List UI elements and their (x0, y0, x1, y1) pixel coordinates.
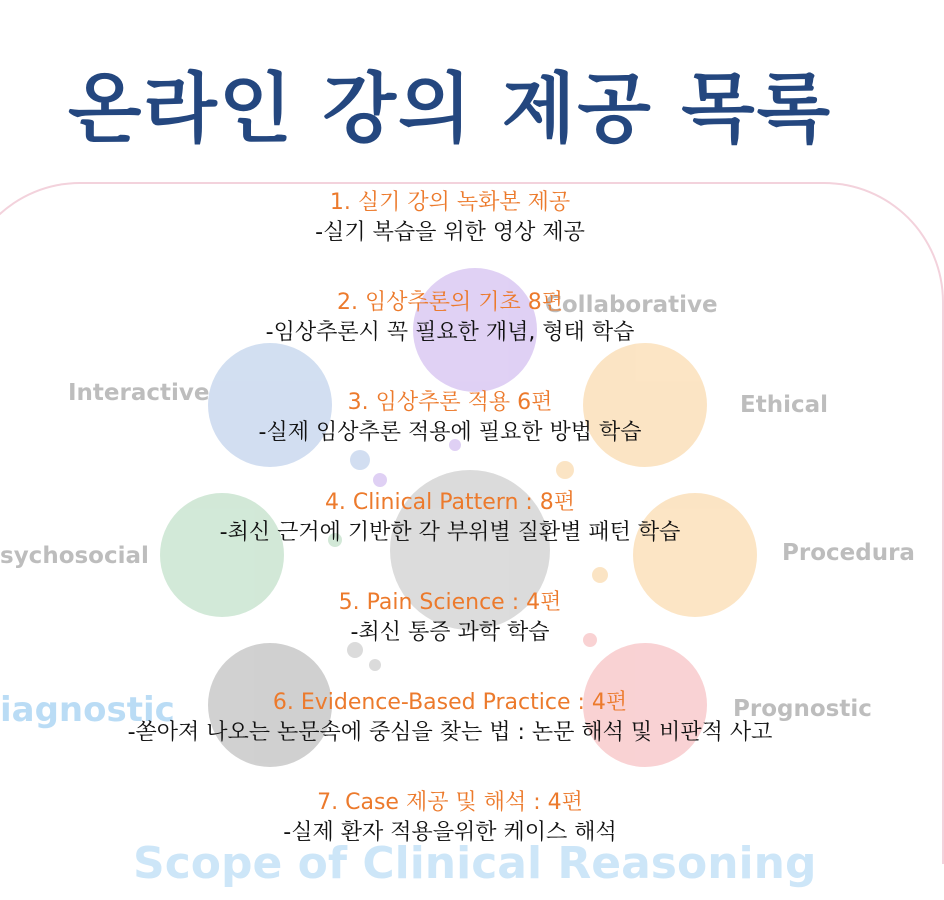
bg-label-prognostic: Prognostic (733, 696, 872, 722)
item-title: 7. Case 제공 및 해석 : 4편 (317, 790, 583, 815)
item-description: -임상추론시 꼭 필요한 개념, 형태 학습 (265, 320, 635, 345)
item-description: -실제 환자 적용을위한 케이스 해석 (283, 820, 617, 845)
item-description: -쏟아져 나오는 논문속에 중심을 찾는 법 : 논문 해석 및 비판적 사고 (127, 720, 773, 745)
item-title: 6. Evidence-Based Practice : 4편 (272, 690, 628, 715)
item-description: -실제 임상추론 적용에 필요한 방법 학습 (258, 420, 642, 445)
list-item (0, 588, 900, 648)
item-title: 4. Clinical Pattern : 8편 (324, 490, 576, 515)
list-item (0, 488, 900, 548)
item-title: 2. 임상추론의 기초 8편 (337, 290, 563, 315)
bg-label-scope: Scope of Clinical Reasoning (133, 838, 817, 889)
bg-label-interactive: Interactive (68, 380, 210, 406)
list-item (0, 388, 900, 448)
bg-label-collaborative: Collaborative (545, 292, 718, 318)
item-title: 1. 실기 강의 녹화본 제공 (329, 190, 571, 215)
bg-label-psychosocial: sychosocial (0, 543, 149, 569)
list-item (0, 288, 900, 348)
item-title: 3. 임상추론 적용 6편 (347, 390, 553, 415)
item-description: -최신 통증 과학 학습 (350, 620, 550, 645)
list-item (0, 788, 900, 848)
list-item (0, 188, 900, 248)
item-description: -실기 복습을 위한 영상 제공 (315, 220, 585, 245)
list-item (0, 688, 900, 748)
bg-label-ethical: Ethical (740, 392, 829, 418)
bg-label-procedural: Procedura (782, 540, 915, 566)
item-title: 5. Pain Science : 4편 (338, 590, 562, 615)
item-description: -최신 근거에 기반한 각 부위별 질환별 패턴 학습 (219, 520, 681, 545)
page-title: 온라인 강의 제공 목록 (67, 64, 833, 153)
bg-label-diagnostic: iagnostic (0, 690, 175, 730)
